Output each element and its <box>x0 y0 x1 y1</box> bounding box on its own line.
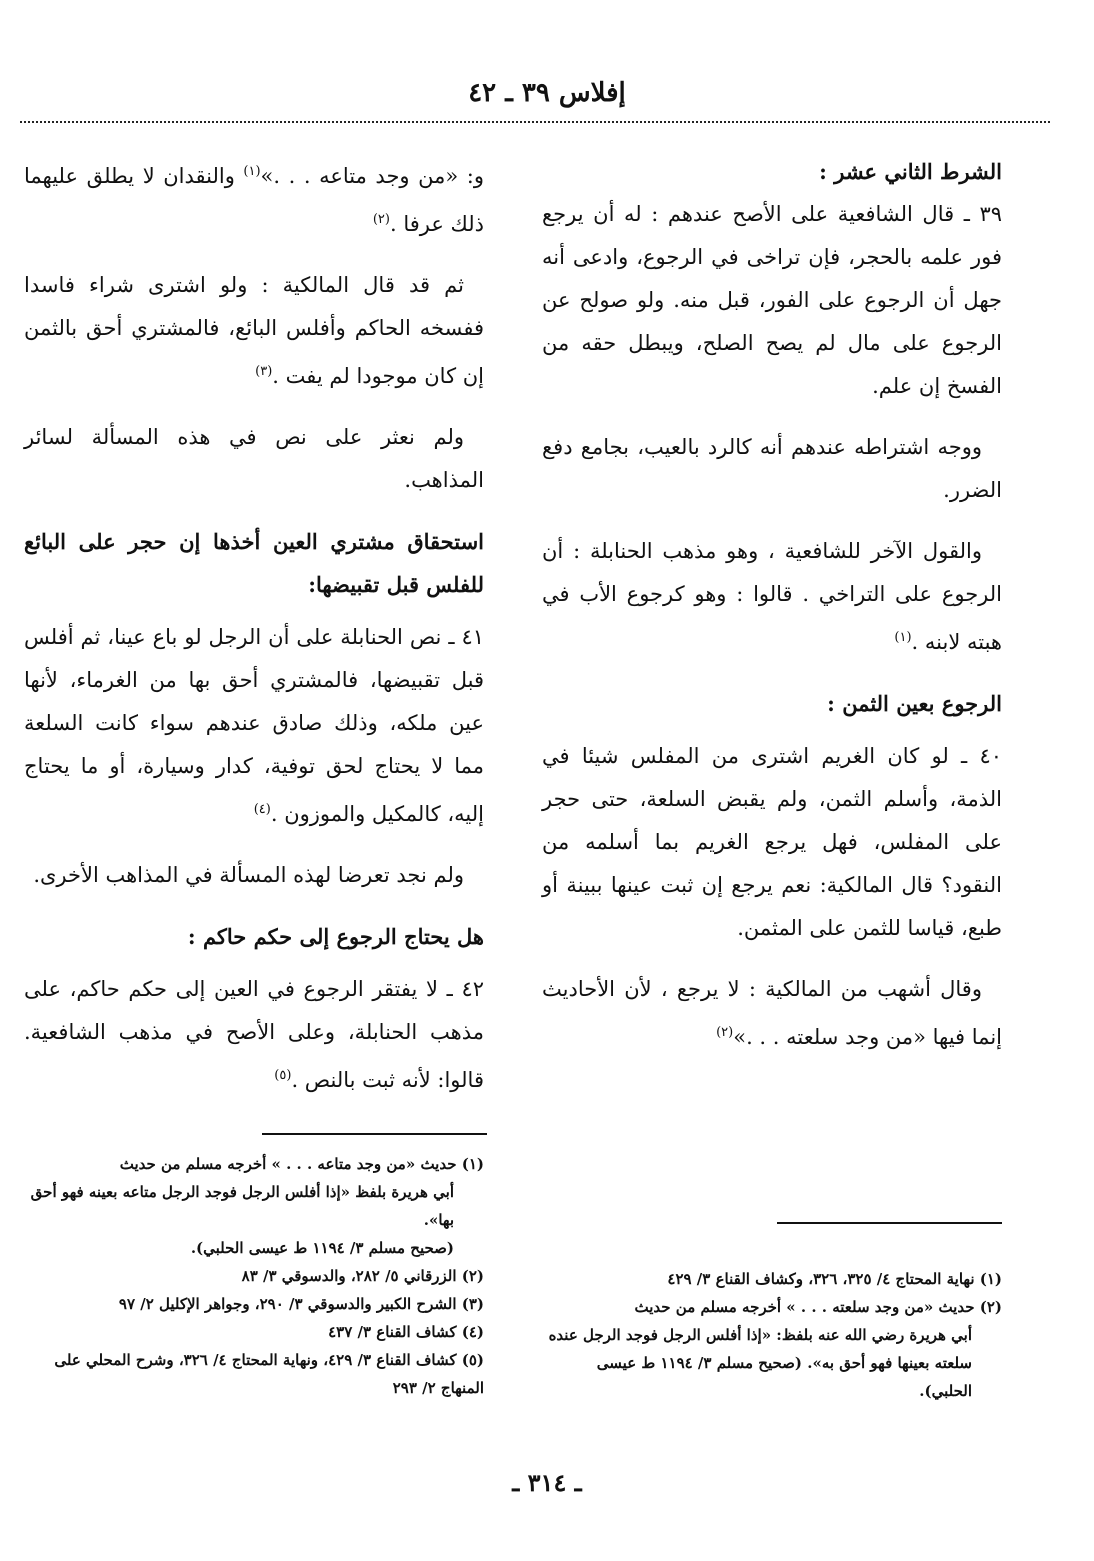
paragraph-other-view <box>542 530 1002 664</box>
footnote-ref-1: (١) <box>894 630 912 645</box>
paragraph-39-text: ٣٩ ـ قال الشافعية على الأصح عندهم : له أن يرجع فور علمه بالحجر، فإن تراخى في الرجوع، وادعى أنه جهل أن الرجوع على الفور، قبل منه. ولو صولح عن الرجوع على مال لم يصح الصلح، ويبطل حقه من الفسخ إن علم. <box>542 202 1002 398</box>
header-divider <box>20 121 1050 123</box>
paragraph-39 <box>542 193 1002 408</box>
paragraph-other-view-text: والقول الآخر للشافعية ، وهو مذهب الحنابلة : أن الرجوع على التراخي . قالوا : وهو كرجوع الأب في هبته لابنه . <box>542 539 1002 654</box>
paragraph-maliki-sale <box>24 264 484 398</box>
footnote-ref-4: (٤) <box>253 802 271 817</box>
footnote-ref-5: (٥) <box>274 1068 292 1083</box>
section-heading-judge-ruling: هل يحتاج الرجوع إلى حكم حاكم : <box>187 924 484 949</box>
footnotes-right <box>542 1265 1002 1405</box>
paragraph-ashhab <box>542 968 1002 1059</box>
footnote-left-1: (١) حديث «من وجد متاعه . . . » أخرجه مسلم من حديث <box>119 1155 484 1173</box>
page-header: إفلاس ٣٩ ـ ٤٢ <box>468 78 626 108</box>
left-column <box>24 150 484 1120</box>
footnote-right-2: (٢) حديث «من وجد سلعته . . . » أخرجه مسلم من حديث <box>634 1298 1002 1316</box>
page-number: ـ ٣١٤ ـ <box>512 1468 582 1497</box>
footnote-ref-1-left: (١) <box>243 164 261 179</box>
footnote-right-1: (١) نهاية المحتاج ٤/ ٣٢٥، ٣٢٦، وكشاف القناع ٣/ ٤٢٩ <box>667 1270 1002 1288</box>
footnote-left-4: (٤) كشاف القناع ٣/ ٤٣٧ <box>328 1323 484 1341</box>
right-column <box>542 150 1002 1077</box>
paragraph-other-schools <box>24 854 484 897</box>
paragraph-continuation <box>24 150 484 246</box>
paragraph-41-text: ٤١ ـ نص الحنابلة على أن الرجل لو باع عينا، ثم أفلس قبل تقبيضها، فالمشتري أحق بها من الغرماء، لأنها عين ملكه، وذلك صادق عندهم سواء كانت السلعة مما لا يحتاج لحق توفية، كدار وسيارة، أو ما يحتاج إليه، كالمكيل والموزون . <box>24 625 485 826</box>
paragraph-no-text-text: ولم نعثر على نص في هذه المسألة لسائر المذاهب. <box>24 425 484 492</box>
footnote-ref-3: (٣) <box>255 364 273 379</box>
section-heading-buyer-entitlement: استحقاق مشتري العين أخذها إن حجر على البائع للفلس قبل تقبيضها: <box>24 529 484 597</box>
footnote-left-3: (٣) الشرح الكبير والدسوقي ٣/ ٢٩٠، وجواهر الإكليل ٢/ ٩٧ <box>118 1295 484 1313</box>
paragraph-40 <box>542 735 1002 950</box>
paragraph-ashhab-text: وقال أشهب من المالكية : لا يرجع ، لأن الأحاديث إنما فيها «من وجد سلعته . . .» <box>542 977 1002 1049</box>
paragraph-condition-reason-text: ووجه اشتراطه عندهم أنه كالرد بالعيب، بجامع دفع الضرر. <box>542 435 1002 502</box>
footnote-left-1-source: (صحيح مسلم ٣/ ١١٩٤ ط عيسى الحلبي). <box>190 1239 454 1257</box>
footnotes-left <box>24 1150 484 1402</box>
footnote-right-2-cont: أبي هريرة رضي الله عنه بلفظ: «إذا أفلس الرجل فوجد الرجل عنده سلعته بعينها فهو أحق به». (صحيح مسلم ٣/ ١١٩٤ ط عيسى الحلبي). <box>548 1326 972 1400</box>
paragraph-continuation-text: و: «من وجد متاعه . . .» <box>260 164 484 188</box>
footnote-divider-left <box>262 1133 487 1135</box>
paragraph-40-text: ٤٠ ـ لو كان الغريم اشترى من المفلس شيئا في الذمة، وأسلم الثمن، ولم يقبض السلعة، حتى حجر على المفلس، فهل يرجع الغريم بما أسلمه من النقود؟ قال المالكية: نعم يرجع إن ثبت عينها ببينة أو طبع، قياسا للثمن على المثمن. <box>542 744 1002 940</box>
footnote-divider-right <box>777 1222 1002 1224</box>
section-heading-price-return: الرجوع بعين الثمن : <box>827 691 1002 716</box>
section-heading-condition-12: الشرط الثاني عشر : <box>819 159 1002 184</box>
paragraph-42 <box>24 968 484 1102</box>
footnote-left-1-cont: أبي هريرة بلفظ «إذا أفلس الرجل فوجد الرجل متاعه بعينه فهو أحق بها». <box>30 1183 454 1229</box>
paragraph-no-text <box>24 416 484 502</box>
paragraph-42-text: ٤٢ ـ لا يفتقر الرجوع في العين إلى حكم حاكم، على مذهب الحنابلة، وعلى الأصح في مذهب الشافعية. قالوا: لأنه ثبت بالنص . <box>24 977 484 1092</box>
footnote-left-2: (٢) الزرقاني ٥/ ٢٨٢، والدسوقي ٣/ ٨٣ <box>241 1267 484 1285</box>
paragraph-continuation-text-2: والنقدان لا يطلق عليهما ذلك عرفا . <box>24 164 484 236</box>
paragraph-41 <box>24 616 484 836</box>
footnote-ref-2-left: (٢) <box>372 212 390 227</box>
paragraph-condition-reason <box>542 426 1002 512</box>
footnote-ref-2: (٢) <box>716 1025 734 1040</box>
footnote-left-5: (٥) كشاف القناع ٣/ ٤٢٩، ونهاية المحتاج ٤/ ٣٢٦، وشرح المحلي على المنهاج ٢/ ٢٩٣ <box>54 1351 484 1397</box>
paragraph-other-schools-text: ولم نجد تعرضا لهذه المسألة في المذاهب الأخرى. <box>33 863 464 887</box>
paragraph-maliki-sale-text: ثم قد قال المالكية : ولو اشترى شراء فاسدا ففسخه الحاكم وأفلس البائع، فالمشتري أحق بالثمن إن كان موجودا لم يفت . <box>24 273 484 388</box>
